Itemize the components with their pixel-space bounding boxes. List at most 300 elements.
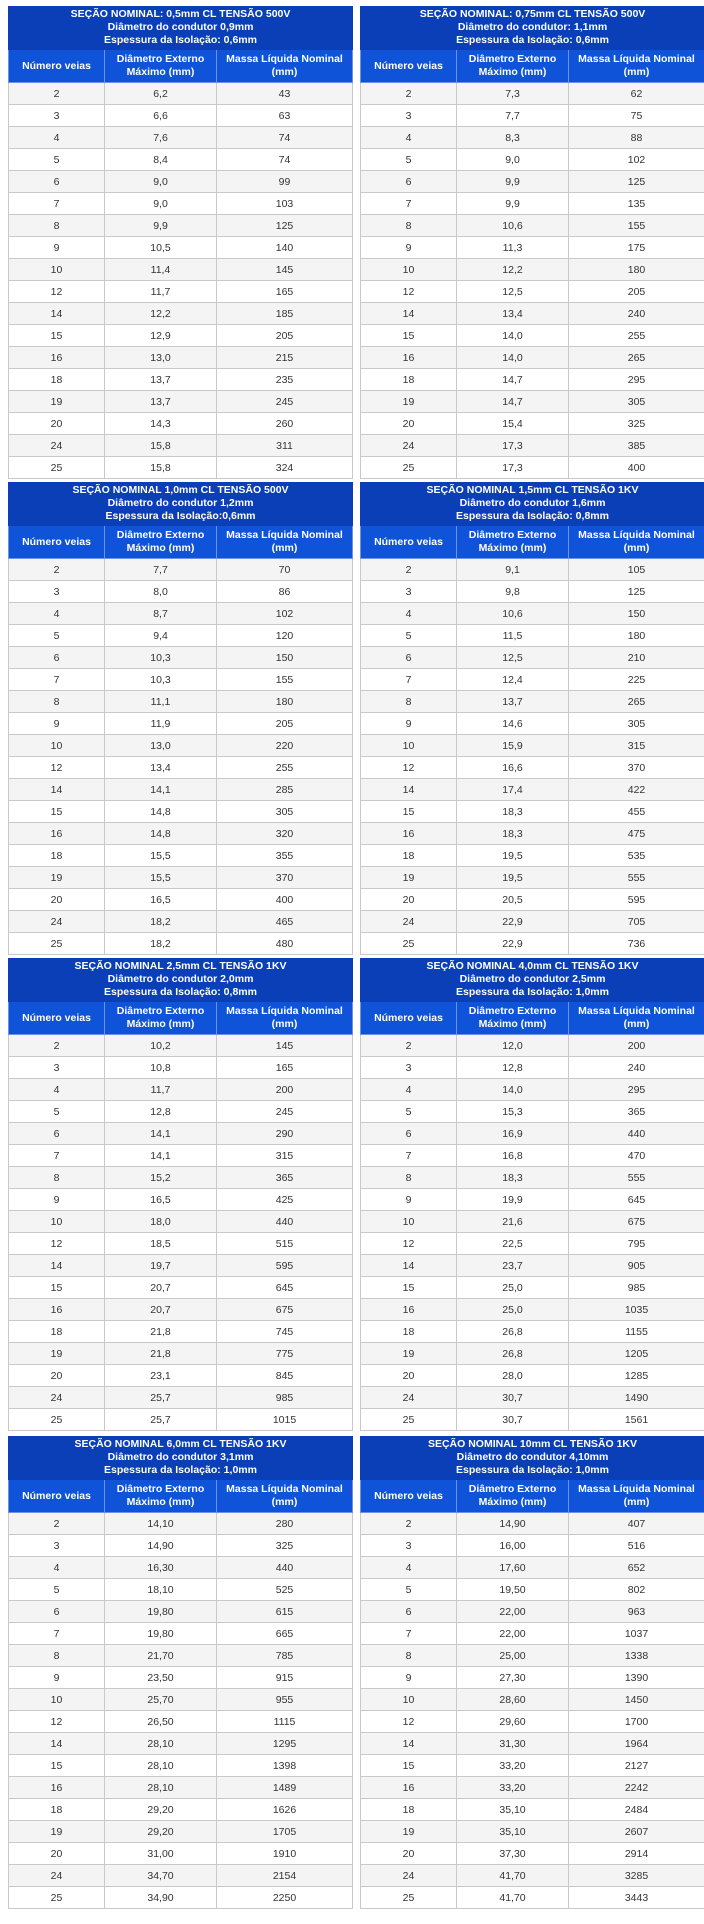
spec-table-2-5mm	[8, 958, 353, 1431]
table-cell: 440	[217, 1557, 353, 1579]
table-cell: 963	[569, 1601, 704, 1623]
table-cell: 9	[361, 1667, 457, 1689]
table-row	[9, 1057, 353, 1079]
table-cell: 3	[361, 105, 457, 127]
table-cell: 25	[9, 933, 105, 955]
table-cell: 31,30	[457, 1733, 569, 1755]
table-cell: 30,7	[457, 1409, 569, 1431]
title-line: Diâmetro do condutor 1,6mm	[459, 497, 606, 509]
table-cell: 15	[361, 325, 457, 347]
spec-table-6-0mm	[8, 1436, 353, 1909]
table-cell: 5	[361, 625, 457, 647]
table-cell: 20	[9, 889, 105, 911]
table-cell: 12,5	[457, 281, 569, 303]
table-cell: 21,8	[105, 1343, 217, 1365]
table-row	[9, 1145, 353, 1167]
table-cell: 29,20	[105, 1799, 217, 1821]
table-cell: 615	[217, 1601, 353, 1623]
table-row	[361, 691, 704, 713]
table-cell: 2154	[217, 1865, 353, 1887]
table-row	[361, 171, 704, 193]
column-header-diameter: Diâmetro Externo Máximo (mm)	[105, 526, 217, 559]
table-cell: 16,5	[105, 1189, 217, 1211]
column-header-cores: Número veias	[9, 526, 105, 559]
table-row	[9, 1887, 353, 1909]
table-row	[361, 1667, 704, 1689]
table-cell: 9	[9, 237, 105, 259]
table-cell: 25,0	[457, 1277, 569, 1299]
table-cell: 9	[361, 713, 457, 735]
table-row	[361, 1409, 704, 1431]
table-row	[9, 1343, 353, 1365]
table-cell: 235	[217, 369, 353, 391]
table-title-row	[9, 483, 353, 526]
table-cell: 385	[569, 435, 704, 457]
table-cell: 41,70	[457, 1865, 569, 1887]
title-line: Diâmetro do condutor 0,9mm	[107, 21, 254, 33]
table-cell: 16,9	[457, 1123, 569, 1145]
table-cell: 7	[361, 669, 457, 691]
table-cell: 34,90	[105, 1887, 217, 1909]
table-cell: 15	[361, 1755, 457, 1777]
table-cell: 26,8	[457, 1343, 569, 1365]
table-cell: 290	[217, 1123, 353, 1145]
table-cell: 15	[9, 801, 105, 823]
table-cell: 20	[9, 1843, 105, 1865]
table-cell: 15,8	[105, 457, 217, 479]
table-cell: 8	[361, 691, 457, 713]
table-row	[9, 1843, 353, 1865]
table-cell: 645	[569, 1189, 704, 1211]
table-cell: 15,4	[457, 413, 569, 435]
table-cell: 41,70	[457, 1887, 569, 1909]
table-cell: 18,0	[105, 1211, 217, 1233]
table-cell: 15,5	[105, 845, 217, 867]
table-row	[9, 303, 353, 325]
title-line: Diâmetro do condutor 2,0mm	[107, 973, 254, 985]
table-cell: 205	[217, 325, 353, 347]
table-cell: 7,7	[105, 559, 217, 581]
table-cell: 35,10	[457, 1799, 569, 1821]
table-cell: 3	[9, 105, 105, 127]
table-row	[361, 1211, 704, 1233]
table-cell: 10,6	[457, 215, 569, 237]
column-header-diameter: Diâmetro Externo Máximo (mm)	[457, 1480, 569, 1513]
table-cell: 407	[569, 1513, 704, 1535]
table-cell: 12	[361, 281, 457, 303]
table-title-row	[9, 7, 353, 50]
table-row	[9, 1733, 353, 1755]
column-header-diameter: Diâmetro Externo Máximo (mm)	[457, 50, 569, 83]
spec-table-1-5mm	[360, 482, 704, 955]
table-row	[361, 1167, 704, 1189]
table-cell: 16	[9, 347, 105, 369]
table-cell: 86	[217, 581, 353, 603]
title-line: Espessura da Isolação:0,6mm	[105, 510, 256, 522]
table-cell: 1015	[217, 1409, 353, 1431]
table-cell: 14	[9, 303, 105, 325]
table-cell: 9,8	[457, 581, 569, 603]
table-cell: 905	[569, 1255, 704, 1277]
table-cell: 155	[569, 215, 704, 237]
column-header-cores: Número veias	[9, 1480, 105, 1513]
table-cell: 18,2	[105, 911, 217, 933]
table-row	[361, 1733, 704, 1755]
table-cell: 475	[569, 823, 704, 845]
column-header-row	[9, 526, 353, 559]
table-cell: 215	[217, 347, 353, 369]
table-cell: 24	[9, 1387, 105, 1409]
table-row	[9, 779, 353, 801]
table-row	[361, 845, 704, 867]
title-line: Espessura da Isolação: 1,0mm	[104, 1464, 257, 1476]
table-row	[9, 369, 353, 391]
table-row	[361, 1321, 704, 1343]
table-cell: 13,7	[105, 391, 217, 413]
table-cell: 1964	[569, 1733, 704, 1755]
table-cell: 23,7	[457, 1255, 569, 1277]
column-header-mass: Massa Líquida Nominal (mm)	[217, 526, 353, 559]
table-row	[9, 801, 353, 823]
table-title	[9, 7, 353, 50]
table-cell: 14	[9, 1733, 105, 1755]
table-row	[361, 1689, 704, 1711]
table-row	[361, 281, 704, 303]
table-cell: 10	[9, 259, 105, 281]
table-row	[9, 105, 353, 127]
column-header-cores: Número veias	[361, 1480, 457, 1513]
table-cell: 12	[9, 1233, 105, 1255]
table-cell: 17,60	[457, 1557, 569, 1579]
table-cell: 25	[9, 1887, 105, 1909]
table-cell: 18,5	[105, 1233, 217, 1255]
table-cell: 265	[569, 691, 704, 713]
table-cell: 63	[217, 105, 353, 127]
table-cell: 11,1	[105, 691, 217, 713]
column-header-mass: Massa Líquida Nominal (mm)	[569, 526, 704, 559]
table-cell: 70	[217, 559, 353, 581]
table-row	[9, 347, 353, 369]
table-cell: 7	[9, 669, 105, 691]
table-cell: 205	[569, 281, 704, 303]
table-cell: 10,3	[105, 669, 217, 691]
table-cell: 29,60	[457, 1711, 569, 1733]
table-cell: 15,5	[105, 867, 217, 889]
table-cell: 125	[569, 171, 704, 193]
table-cell: 1037	[569, 1623, 704, 1645]
table-cell: 14	[361, 1255, 457, 1277]
table-cell: 88	[569, 127, 704, 149]
table-cell: 8,4	[105, 149, 217, 171]
table-cell: 365	[569, 1101, 704, 1123]
table-cell: 14,7	[457, 369, 569, 391]
table-cell: 985	[569, 1277, 704, 1299]
table-cell: 15,2	[105, 1167, 217, 1189]
table-row	[361, 647, 704, 669]
table-cell: 25	[361, 1409, 457, 1431]
title-line: Espessura da Isolação: 0,6mm	[104, 34, 257, 46]
table-row	[361, 603, 704, 625]
table-cell: 370	[217, 867, 353, 889]
table-row	[9, 625, 353, 647]
table-cell: 15	[361, 801, 457, 823]
title-line: SEÇÃO NOMINAL 1,0mm CL TENSÃO 500V	[72, 484, 289, 496]
table-cell: 20,7	[105, 1299, 217, 1321]
table-row	[9, 259, 353, 281]
table-cell: 595	[217, 1255, 353, 1277]
table-row	[361, 149, 704, 171]
table-cell: 4	[9, 1079, 105, 1101]
table-row	[361, 713, 704, 735]
table-cell: 20	[361, 1365, 457, 1387]
table-row	[361, 757, 704, 779]
table-cell: 9,4	[105, 625, 217, 647]
table-cell: 25,70	[105, 1689, 217, 1711]
table-cell: 9,0	[105, 171, 217, 193]
table-cell: 22,00	[457, 1623, 569, 1645]
column-header-diameter: Diâmetro Externo Máximo (mm)	[105, 1480, 217, 1513]
table-cell: 12,4	[457, 669, 569, 691]
table-cell: 20	[361, 1843, 457, 1865]
table-row	[9, 933, 353, 955]
table-row	[361, 435, 704, 457]
table-cell: 24	[361, 911, 457, 933]
table-cell: 4	[361, 127, 457, 149]
table-cell: 27,30	[457, 1667, 569, 1689]
table-cell: 525	[217, 1579, 353, 1601]
table-row	[9, 823, 353, 845]
table-row	[361, 391, 704, 413]
table-cell: 74	[217, 149, 353, 171]
table-cell: 200	[569, 1035, 704, 1057]
table-cell: 7	[9, 1145, 105, 1167]
table-cell: 2484	[569, 1799, 704, 1821]
table-cell: 10,2	[105, 1035, 217, 1057]
table-cell: 1115	[217, 1711, 353, 1733]
title-line: Diâmetro do condutor 3,1mm	[107, 1451, 254, 1463]
table-row	[361, 669, 704, 691]
table-cell: 7	[9, 1623, 105, 1645]
table-cell: 10	[361, 735, 457, 757]
table-cell: 19,5	[457, 867, 569, 889]
table-cell: 3443	[569, 1887, 704, 1909]
table-row	[361, 83, 704, 105]
table-cell: 7	[361, 1145, 457, 1167]
table-cell: 665	[217, 1623, 353, 1645]
table-cell: 845	[217, 1365, 353, 1387]
table-cell: 7	[361, 1623, 457, 1645]
title-line: SEÇÃO NOMINAL 2,5mm CL TENSÃO 1KV	[74, 960, 287, 972]
table-cell: 23,50	[105, 1667, 217, 1689]
table-row	[361, 1299, 704, 1321]
table-cell: 120	[217, 625, 353, 647]
table-cell: 25,00	[457, 1645, 569, 1667]
table-cell: 28,0	[457, 1365, 569, 1387]
table-cell: 5	[9, 149, 105, 171]
table-row	[9, 1535, 353, 1557]
table-cell: 75	[569, 105, 704, 127]
table-cell: 535	[569, 845, 704, 867]
table-row	[9, 735, 353, 757]
table-row	[361, 259, 704, 281]
table-row	[9, 1755, 353, 1777]
table-cell: 16	[361, 1777, 457, 1799]
title-line: Diâmetro do condutor: 1,1mm	[457, 21, 608, 33]
title-line: SEÇÃO NOMINAL: 0,5mm CL TENSÃO 500V	[70, 8, 291, 20]
table-title-row	[361, 7, 704, 50]
table-row	[361, 237, 704, 259]
table-cell: 2	[9, 559, 105, 581]
table-cell: 15	[9, 1277, 105, 1299]
table-cell: 1155	[569, 1321, 704, 1343]
table-cell: 33,20	[457, 1777, 569, 1799]
table-cell: 19	[9, 391, 105, 413]
table-cell: 305	[217, 801, 353, 823]
table-cell: 14,8	[105, 823, 217, 845]
table-cell: 18	[9, 1321, 105, 1343]
table-cell: 802	[569, 1579, 704, 1601]
column-header-row	[9, 1002, 353, 1035]
table-cell: 24	[9, 435, 105, 457]
table-cell: 325	[569, 413, 704, 435]
table-cell: 425	[217, 1189, 353, 1211]
table-cell: 15,9	[457, 735, 569, 757]
table-cell: 8,7	[105, 603, 217, 625]
table-cell: 7	[9, 193, 105, 215]
table-row	[361, 1387, 704, 1409]
table-row	[361, 1557, 704, 1579]
table-cell: 14	[9, 1255, 105, 1277]
table-cell: 21,6	[457, 1211, 569, 1233]
table-cell: 14,3	[105, 413, 217, 435]
table-cell: 220	[217, 735, 353, 757]
column-header-row	[361, 526, 704, 559]
table-cell: 645	[217, 1277, 353, 1299]
table-cell: 12,2	[105, 303, 217, 325]
table-cell: 21,8	[105, 1321, 217, 1343]
table-cell: 365	[217, 1167, 353, 1189]
table-row	[361, 457, 704, 479]
table-cell: 12	[9, 757, 105, 779]
table-cell: 6	[361, 1601, 457, 1623]
table-cell: 25	[361, 1887, 457, 1909]
table-cell: 2	[9, 83, 105, 105]
column-header-cores: Número veias	[361, 526, 457, 559]
table-cell: 43	[217, 83, 353, 105]
table-cell: 255	[217, 757, 353, 779]
table-row	[9, 911, 353, 933]
table-cell: 24	[9, 1865, 105, 1887]
table-cell: 14,1	[105, 779, 217, 801]
table-cell: 18,3	[457, 1167, 569, 1189]
table-cell: 150	[569, 603, 704, 625]
table-cell: 320	[217, 823, 353, 845]
table-cell: 2242	[569, 1777, 704, 1799]
table-cell: 19,7	[105, 1255, 217, 1277]
table-cell: 14,1	[105, 1145, 217, 1167]
table-cell: 18	[361, 1321, 457, 1343]
table-cell: 15,8	[105, 435, 217, 457]
table-row	[9, 1865, 353, 1887]
table-cell: 14,6	[457, 713, 569, 735]
title-line: Diâmetro do condutor 2,5mm	[459, 973, 606, 985]
table-cell: 440	[217, 1211, 353, 1233]
table-title-row	[361, 959, 704, 1002]
table-cell: 9,0	[105, 193, 217, 215]
table-cell: 24	[361, 1387, 457, 1409]
table-cell: 7	[361, 193, 457, 215]
table-cell: 422	[569, 779, 704, 801]
table-cell: 595	[569, 889, 704, 911]
table-cell: 125	[569, 581, 704, 603]
table-cell: 295	[569, 369, 704, 391]
table-cell: 10,8	[105, 1057, 217, 1079]
column-header-cores: Número veias	[9, 1002, 105, 1035]
title-line: SEÇÃO NOMINAL 10mm CL TENSÃO 1KV	[427, 1438, 638, 1450]
table-cell: 305	[569, 391, 704, 413]
table-row	[361, 1189, 704, 1211]
table-cell: 2250	[217, 1887, 353, 1909]
table-row	[9, 1601, 353, 1623]
table-cell: 1910	[217, 1843, 353, 1865]
table-row	[9, 215, 353, 237]
column-header-diameter: Diâmetro Externo Máximo (mm)	[105, 1002, 217, 1035]
table-cell: 9,9	[457, 171, 569, 193]
column-header-mass: Massa Líquida Nominal (mm)	[569, 1002, 704, 1035]
spec-table-10mm	[360, 1436, 704, 1909]
table-row	[361, 1865, 704, 1887]
table-cell: 17,3	[457, 435, 569, 457]
table-cell: 985	[217, 1387, 353, 1409]
table-row	[9, 1799, 353, 1821]
table-cell: 14,0	[457, 325, 569, 347]
table-row	[361, 1233, 704, 1255]
table-row	[361, 1887, 704, 1909]
table-cell: 7,7	[457, 105, 569, 127]
table-cell: 74	[217, 127, 353, 149]
title-line: Espessura da Isolação: 0,6mm	[456, 34, 609, 46]
table-row	[361, 413, 704, 435]
table-row	[9, 325, 353, 347]
table-cell: 12,9	[105, 325, 217, 347]
table-cell: 25	[9, 457, 105, 479]
title-line: SEÇÃO NOMINAL 4,0mm CL TENSÃO 1KV	[426, 960, 639, 972]
table-cell: 22,5	[457, 1233, 569, 1255]
table-cell: 14,90	[105, 1535, 217, 1557]
table-row	[9, 1211, 353, 1233]
table-title	[9, 483, 353, 526]
table-cell: 18,3	[457, 801, 569, 823]
table-row	[361, 1711, 704, 1733]
title-line: Diâmetro do condutor 1,2mm	[107, 497, 254, 509]
table-cell: 29,20	[105, 1821, 217, 1843]
table-cell: 19	[361, 1821, 457, 1843]
table-cell: 785	[217, 1645, 353, 1667]
table-row	[9, 1299, 353, 1321]
table-cell: 200	[217, 1079, 353, 1101]
table-cell: 240	[569, 1057, 704, 1079]
table-row	[9, 1233, 353, 1255]
table-cell: 18	[361, 845, 457, 867]
table-cell: 1398	[217, 1755, 353, 1777]
table-cell: 1035	[569, 1299, 704, 1321]
table-cell: 9	[361, 1189, 457, 1211]
table-cell: 11,3	[457, 237, 569, 259]
table-row	[361, 1035, 704, 1057]
table-row	[361, 1101, 704, 1123]
table-row	[361, 193, 704, 215]
table-cell: 675	[569, 1211, 704, 1233]
